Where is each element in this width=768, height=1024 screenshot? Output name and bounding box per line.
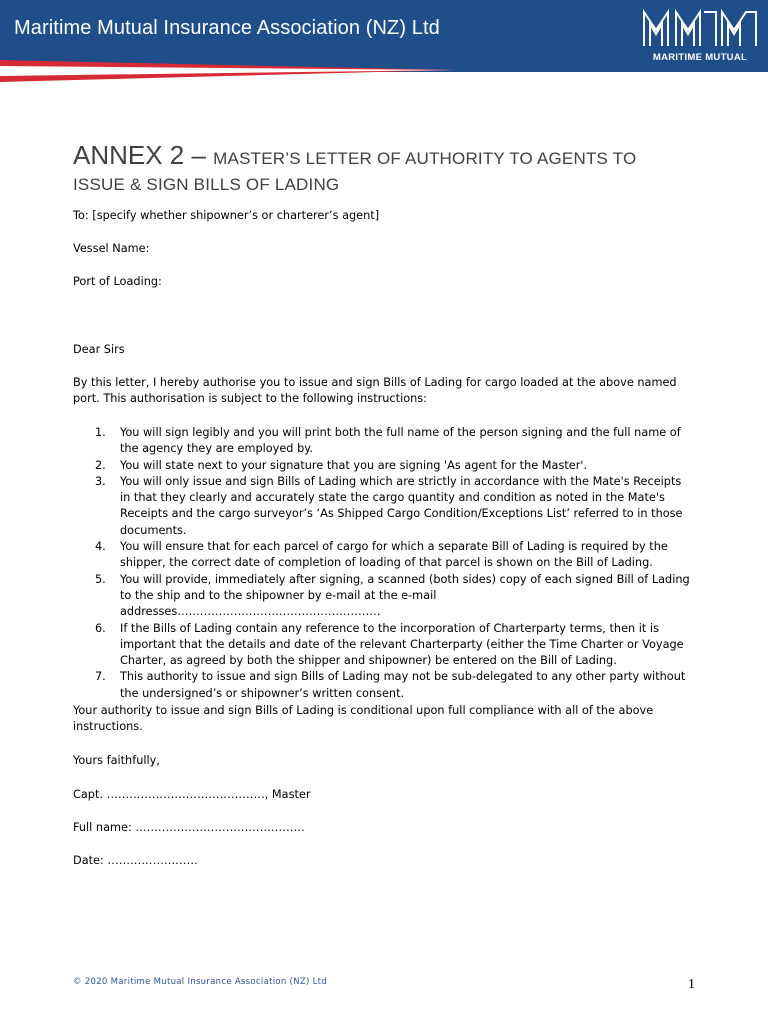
list-item-number: 3. <box>95 474 106 488</box>
annex-prefix: ANNEX 2 – <box>73 140 214 170</box>
list-item-text: You will sign legibly and you will print both the full name of the person signing and the full name of the agency they are employed by. <box>120 426 681 456</box>
list-item <box>73 458 695 474</box>
list-item <box>73 474 695 539</box>
closing: Yours faithfully, <box>73 754 160 767</box>
captain-signature-line: Capt. ……………………………………, Master <box>73 788 311 801</box>
list-item-number: 6. <box>95 621 106 635</box>
list-item <box>73 425 695 458</box>
header-title: Maritime Mutual Insurance Association (NZ) Ltd <box>14 17 440 39</box>
list-item-number: 4. <box>95 540 106 554</box>
page-number: 1 <box>688 977 695 992</box>
list-item-text: If the Bills of Lading contain any reference to the incorporation of Charterparty terms, then it is important that the details and date of the relevant Charterparty (either the Time Charter or Voyage Charter, as agreed by both the shipper and shipowner) be entered on the Bill of Lading. <box>120 621 684 668</box>
list-item-number: 7. <box>95 670 106 684</box>
list-item <box>73 669 695 702</box>
list-item-text: This authority to issue and sign Bills of Lading may not be sub-delegated to any other party without the undersigned’s or shipowner’s written consent. <box>120 670 686 700</box>
list-item-number: 2. <box>95 458 106 472</box>
vessel-name-field: Vessel Name: <box>73 242 150 255</box>
mm-logo-icon <box>640 8 760 50</box>
list-item <box>73 539 695 572</box>
annex-title-line2: ISSUE & SIGN BILLS OF LADING <box>73 175 340 194</box>
list-item-number: 5. <box>95 572 106 586</box>
instructions-list <box>73 425 695 702</box>
list-item-number: 1. <box>95 426 106 439</box>
conclusion-paragraph: Your authority to issue and sign Bills of Lading is conditional upon full compliance with all of the above instructions. <box>73 704 654 734</box>
footer-copyright: © 2020 Maritime Mutual Insurance Association (NZ) Ltd <box>73 977 327 987</box>
annex-title-main: MASTER’S LETTER OF AUTHORITY TO AGENTS TO <box>213 149 637 168</box>
intro-paragraph: By this letter, I hereby authorise you to issue and sign Bills of Lading for cargo loaded at the above named port. This authorisation is subject to the following instructions: <box>73 376 677 406</box>
full-name-line: Full name: ……………………………………… <box>73 821 305 834</box>
port-of-loading-field: Port of Loading: <box>73 275 162 288</box>
maritime-mutual-logo <box>640 8 760 66</box>
page-header <box>0 0 768 82</box>
salutation: Dear Sirs <box>73 343 125 356</box>
list-item <box>73 621 695 670</box>
list-item-text: You will provide, immediately after signing, a scanned (both sides) copy of each signed Bill of Lading to the ship and to the shipowner by e-mail at the e-mail addresses……………………………………………… <box>120 572 690 619</box>
logo-text: MARITIME MUTUAL <box>652 52 748 63</box>
annex-title <box>73 140 713 196</box>
list-item <box>73 572 695 621</box>
to-field: To: [specify whether shipowner’s or charterer’s agent] <box>73 209 380 222</box>
list-item-text: You will only issue and sign Bills of Lading which are strictly in accordance with the Mate's Receipts in that they clearly and accurately state the cargo quantity and condition as noted in the Mate's Receipts and the cargo surveyor’s ‘As Shipped Cargo Condition/Exceptions List’ referred to in those documents. <box>120 474 683 537</box>
list-item-text: You will ensure that for each parcel of cargo for which a separate Bill of Lading is required by the shipper, the correct date of completion of loading of that parcel is shown on the Bill of Lading. <box>120 540 668 570</box>
date-line: Date: …………………… <box>73 854 198 867</box>
annex-title-line1 <box>73 140 713 174</box>
list-item-text: You will state next to your signature that you are signing 'As agent for the Master'. <box>120 458 588 472</box>
